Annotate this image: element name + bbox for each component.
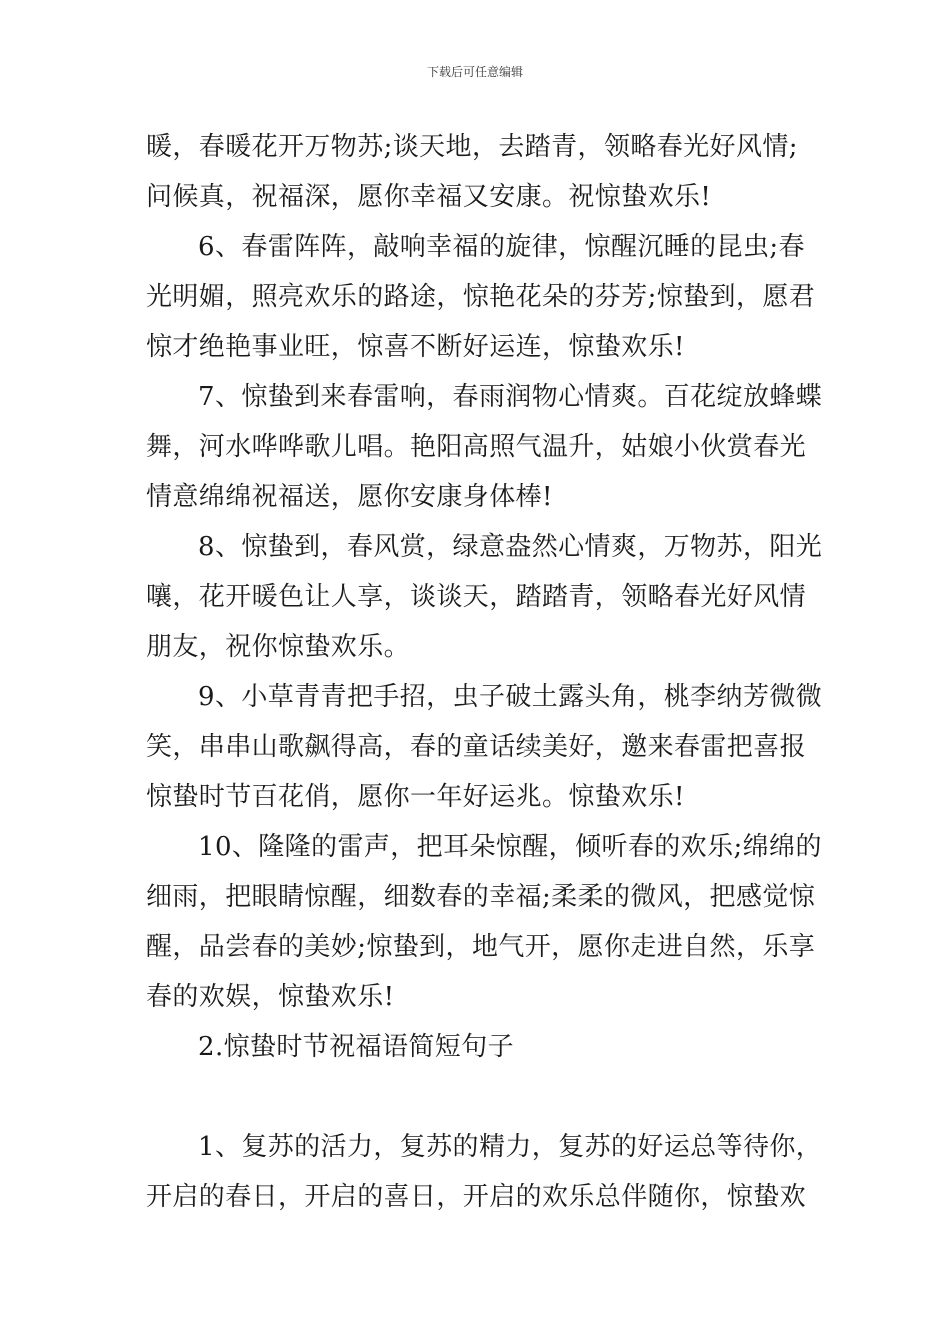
paragraph-8-start: 8、惊蛰到，春风赏，绿意盎然心情爽，万物苏，阳光 bbox=[198, 532, 823, 562]
text-line: 笑，串串山歌飙得高，春的童话续美好，邀来春雷把喜报 bbox=[146, 732, 807, 762]
text-line: 春的欢娱，惊蛰欢乐! bbox=[146, 982, 395, 1012]
section-heading: 2.惊蛰时节祝福语简短句子 bbox=[198, 1032, 515, 1062]
text-line: 光明媚，照亮欢乐的路途，惊艳花朵的芬芳;惊蛰到，愿君 bbox=[146, 282, 816, 312]
paragraph-10-start: 10、隆隆的雷声，把耳朵惊醒，倾听春的欢乐;绵绵的 bbox=[198, 832, 822, 862]
text-line: 情意绵绵祝福送，愿你安康身体棒! bbox=[146, 482, 553, 512]
text-line: 醒，品尝春的美妙;惊蛰到，地气开，愿你走进自然，乐享 bbox=[146, 932, 816, 962]
document-body bbox=[146, 122, 823, 1222]
text-line: 开启的春日，开启的喜日，开启的欢乐总伴随你，惊蛰欢 bbox=[146, 1182, 807, 1212]
text-line: 暖，春暖花开万物苏;谈天地，去踏青，领略春光好风情; bbox=[146, 132, 798, 162]
paragraph-9-start: 9、小草青青把手招，虫子破土露头角，桃李纳芳微微 bbox=[198, 682, 823, 712]
page-header: 下载后可任意编辑 bbox=[426, 65, 523, 79]
text-line: 嚷，花开暖色让人享，谈谈天，踏踏青，领略春光好风情 bbox=[146, 582, 807, 612]
text-line: 舞，河水哗哗歌儿唱。艳阳高照气温升，姑娘小伙赏春光 bbox=[146, 432, 807, 462]
paragraph-6-start: 6、春雷阵阵，敲响幸福的旋律，惊醒沉睡的昆虫;春 bbox=[198, 232, 805, 262]
blank-line bbox=[146, 1072, 812, 1122]
text-line: 细雨，把眼睛惊醒，细数春的幸福;柔柔的微风，把感觉惊 bbox=[146, 882, 816, 912]
text-line: 朋友，祝你惊蛰欢乐。 bbox=[146, 632, 411, 662]
text-line: 惊蛰时节百花俏，愿你一年好运兆。惊蛰欢乐! bbox=[146, 782, 685, 812]
paragraph-7-start: 7、惊蛰到来春雷响，春雨润物心情爽。百花绽放蜂蝶 bbox=[198, 382, 823, 412]
text-line: 惊才绝艳事业旺，惊喜不断好运连，惊蛰欢乐! bbox=[146, 332, 685, 362]
text-line: 问候真，祝福深，愿你幸福又安康。祝惊蛰欢乐! bbox=[146, 182, 712, 212]
paragraph-1-start: 1、复苏的活力，复苏的精力，复苏的好运总等待你， bbox=[198, 1132, 823, 1162]
